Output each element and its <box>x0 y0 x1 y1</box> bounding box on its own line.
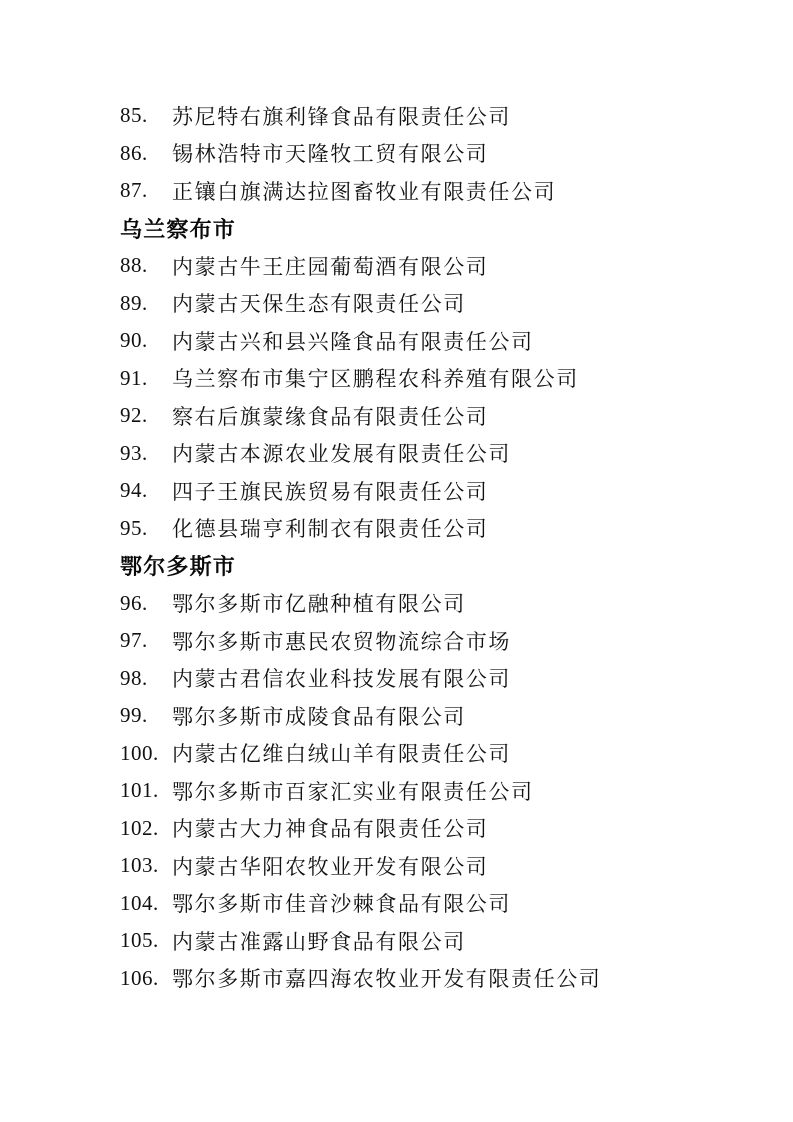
list-item <box>120 960 733 998</box>
company-name: 正镶白旗满达拉图畜牧业有限责任公司 <box>172 179 557 204</box>
company-name: 乌兰察布市集宁区鹏程农科养殖有限公司 <box>172 367 579 392</box>
list-item <box>120 172 733 210</box>
item-number: 93. <box>120 440 148 465</box>
company-name: 察右后旗蒙缘食品有限责任公司 <box>172 404 489 429</box>
company-name: 鄂尔多斯市佳音沙棘食品有限公司 <box>172 892 511 917</box>
company-name: 内蒙古大力神食品有限责任公司 <box>172 817 489 842</box>
list-item <box>120 735 733 773</box>
item-number: 94. <box>120 478 148 503</box>
company-name: 鄂尔多斯市百家汇实业有限责任公司 <box>172 779 534 804</box>
company-name: 化德县瑞亨利制衣有限责任公司 <box>172 517 489 542</box>
list-item <box>120 772 733 810</box>
document-content <box>120 97 733 997</box>
company-name: 内蒙古兴和县兴隆食品有限责任公司 <box>172 329 534 354</box>
list-item <box>120 622 733 660</box>
list-item <box>120 360 733 398</box>
list-item <box>120 885 733 923</box>
item-number: 88. <box>120 253 148 278</box>
company-name: 苏尼特右旗利锋食品有限责任公司 <box>172 104 511 129</box>
list-item <box>120 322 733 360</box>
item-number: 85. <box>120 103 148 128</box>
list-item <box>120 472 733 510</box>
item-number: 104. <box>120 890 159 915</box>
city-header-label: 鄂尔多斯市 <box>120 554 237 580</box>
item-number: 101. <box>120 778 159 803</box>
item-number: 87. <box>120 178 148 203</box>
item-number: 105. <box>120 928 159 953</box>
list-item <box>120 510 733 548</box>
list-item <box>120 810 733 848</box>
company-name: 内蒙古准露山野食品有限公司 <box>172 929 466 954</box>
list-item <box>120 660 733 698</box>
list-item <box>120 97 733 135</box>
company-name: 内蒙古君信农业科技发展有限公司 <box>172 667 511 692</box>
city-header <box>120 547 733 585</box>
item-number: 91. <box>120 365 148 390</box>
item-number: 97. <box>120 628 148 653</box>
company-name: 鄂尔多斯市亿融种植有限公司 <box>172 592 466 617</box>
list-item <box>120 435 733 473</box>
company-name: 鄂尔多斯市嘉四海农牧业开发有限责任公司 <box>172 967 602 992</box>
company-name: 内蒙古牛王庄园葡萄酒有限公司 <box>172 254 489 279</box>
item-number: 103. <box>120 853 159 878</box>
company-name: 内蒙古华阳农牧业开发有限公司 <box>172 854 489 879</box>
item-number: 95. <box>120 515 148 540</box>
list-item <box>120 135 733 173</box>
company-name: 鄂尔多斯市成陵食品有限公司 <box>172 704 466 729</box>
list-item <box>120 697 733 735</box>
list-item <box>120 922 733 960</box>
item-number: 100. <box>120 740 159 765</box>
list-item <box>120 285 733 323</box>
item-number: 106. <box>120 965 159 990</box>
company-name: 锡林浩特市天隆牧工贸有限公司 <box>172 142 489 167</box>
item-number: 102. <box>120 815 159 840</box>
company-name: 四子王旗民族贸易有限责任公司 <box>172 479 489 504</box>
company-name: 鄂尔多斯市惠民农贸物流综合市场 <box>172 629 511 654</box>
list-item <box>120 397 733 435</box>
city-header <box>120 210 733 248</box>
company-name: 内蒙古亿维白绒山羊有限责任公司 <box>172 742 511 767</box>
item-number: 90. <box>120 328 148 353</box>
list-item <box>120 847 733 885</box>
item-number: 96. <box>120 590 148 615</box>
item-number: 99. <box>120 703 148 728</box>
item-number: 92. <box>120 403 148 428</box>
list-item <box>120 585 733 623</box>
company-name: 内蒙古天保生态有限责任公司 <box>172 292 466 317</box>
company-name: 内蒙古本源农业发展有限责任公司 <box>172 442 511 467</box>
list-item <box>120 247 733 285</box>
item-number: 98. <box>120 665 148 690</box>
item-number: 89. <box>120 290 148 315</box>
city-header-label: 乌兰察布市 <box>120 216 237 242</box>
item-number: 86. <box>120 140 148 165</box>
